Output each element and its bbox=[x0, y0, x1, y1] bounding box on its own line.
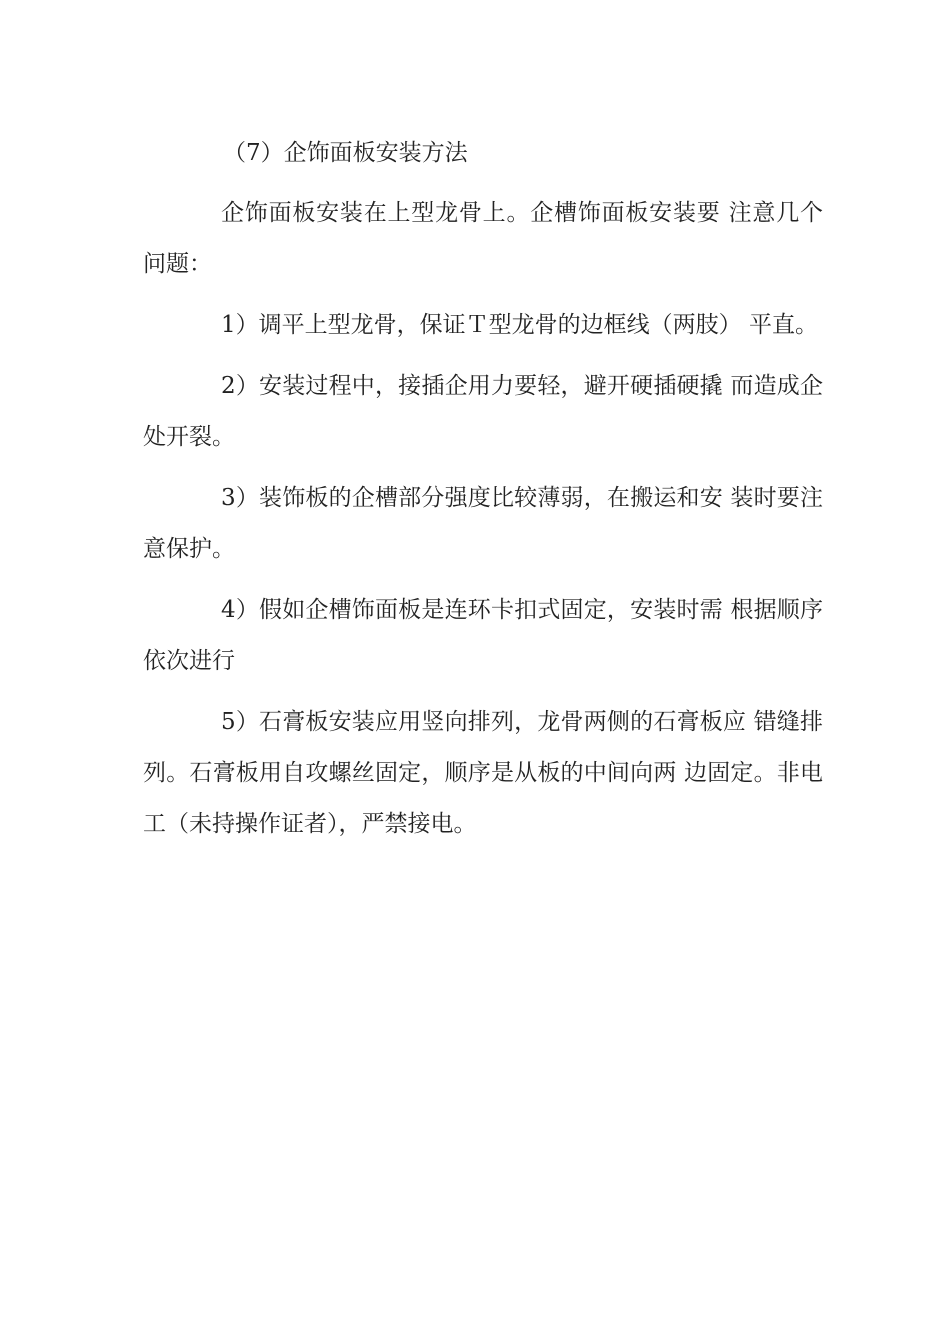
paragraph-step-4: 4）假如企槽饰面板是连环卡扣式固定，安装时需 根据顺序依次进行 bbox=[143, 597, 823, 674]
paragraph-step-2: 2）安装过程中，接插企用力要轻，避开硬插硬撬 而造成企处开裂。 bbox=[143, 373, 823, 450]
paragraph-intro: 企饰面板安装在上型龙骨上。企槽饰面板安装要 注意几个问题： bbox=[143, 200, 823, 277]
paragraph-step-3: 3）装饰板的企槽部分强度比较薄弱，在搬运和安 装时要注意保护。 bbox=[143, 485, 823, 562]
section-heading: （7）企饰面板安装方法 bbox=[223, 140, 468, 166]
paragraph-step-1: 1）调平上型龙骨，保证Ｔ型龙骨的边框线（两肢） 平直。 bbox=[221, 312, 818, 338]
document-body bbox=[143, 132, 823, 860]
paragraph-step-5: 5）石膏板安装应用竖向排列，龙骨两侧的石膏板应 错缝排列。石膏板用自攻螺丝固定，顺序是从板的中间向两 边固定。非电工（未持操作证者），严禁接电。 bbox=[143, 709, 823, 837]
